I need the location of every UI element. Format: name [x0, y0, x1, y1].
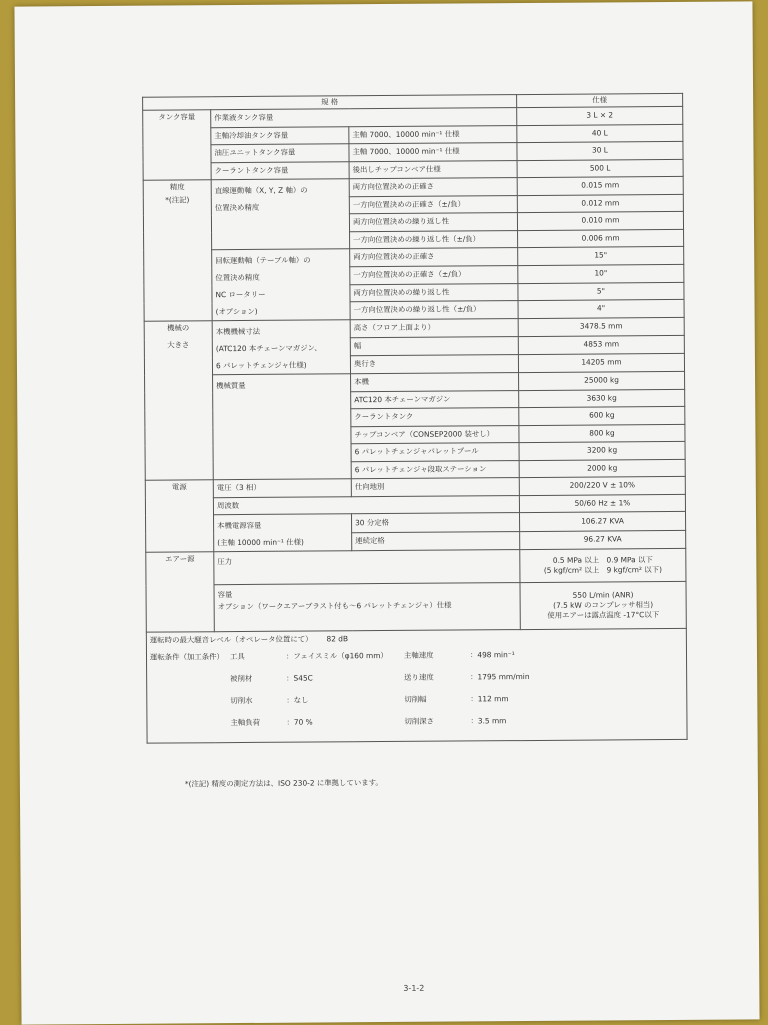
table-row: 両方向位置決めの繰り返し性 5" — [144, 282, 684, 304]
capacity-item: 本機電源容量 (主軸 10000 min⁻¹ 仕様) — [214, 514, 352, 552]
mass-item: 機械質量 — [213, 374, 352, 480]
table-row: エアー源 圧力 0.5 MPa 以上 0.9 MPa 以下 (5 kgf/cm² 以上 9 kgf/cm² 以下) — [146, 548, 686, 585]
table-row: 油圧ユニットタンク容量 主軸 7000、10000 min⁻¹ 仕様 30 L — [143, 141, 683, 162]
table-row: タンク容量 作業液タンク容量 3 L × 2 — [143, 106, 683, 127]
table-row: 電源 電圧（3 相） 仕向地別 200/220 V ± 10% — [145, 476, 685, 497]
table-row: 両方向位置決めの繰り返し性 0.010 mm — [143, 211, 683, 232]
paper-sheet — [14, 1, 759, 1024]
noise-section — [146, 628, 687, 743]
noise-value: 82 dB — [326, 634, 349, 644]
noise-line — [150, 633, 683, 645]
conditions-label: 運転条件（加工条件） — [149, 651, 224, 662]
table-row: 機械の 大きさ 本機機械寸法 (ATC120 本チェーンマガジン、 6 パレットチェンジャ仕様) 高さ（フロア上面より） 3478.5 mm — [144, 317, 684, 339]
table-row: 一方向位置決めの繰り返し性（±/負） 0.006 mm — [144, 229, 684, 250]
noise-label: 運転時の最大騒音レベル（オペレータ位置にて） — [149, 634, 313, 645]
header-spec: 規 格 — [143, 95, 517, 111]
table-row: 連続定格 96.27 KVA — [146, 530, 686, 552]
table-row — [146, 581, 686, 632]
linear-axis-item: 直線運動軸（X, Y, Z 軸）の 位置決め精度 — [211, 179, 349, 250]
conditions-grid: 運転条件（加工条件） 工具 ：フェイスミル（φ160 mm） 主軸速度 ：498 min⁻¹ 被削材 ：S45C 送り速度 ：1795 mm/min 切削水 ：なし 切削幅 ：112 mm 主軸負荷 ：70 % 切削深さ ：3.5 mm — [149, 649, 530, 727]
table-row: 6 パレットチェンジャ段取ステーション 2000 kg — [145, 459, 685, 480]
table-row: 幅 4853 mm — [144, 335, 684, 357]
table-row: 奥行き 14205 mm — [144, 353, 684, 375]
table-row: クーラントタンク 600 kg — [145, 406, 685, 427]
table-row: 機械質量 本機 25000 kg — [145, 371, 685, 392]
category-power: 電源 — [145, 480, 214, 552]
page-number: 3-1-2 — [403, 983, 425, 993]
spec-table — [142, 93, 688, 744]
table-row: 一方向位置決めの正確さ（±/負） 10" — [144, 264, 684, 286]
category-accuracy: 精度 *(注記) — [143, 180, 212, 321]
volume-value: 550 L/min (ANR) (7.5 kW のコンプレッサ相当) 使用エアーは露点温度 -17°C以下 — [520, 581, 686, 629]
table-row: 周波数 50/60 Hz ± 1% — [145, 494, 685, 515]
dims-item: 本機機械寸法 (ATC120 本チェーンマガジン、 6 パレットチェンジャ仕様) — [212, 320, 350, 375]
category-air: エアー源 — [146, 552, 215, 632]
volume-item: 容量 オプション（ワークエアーブラスト付も～6 パレットチェンジャ）仕様 — [214, 583, 520, 632]
table-row: 本機電源容量 (主軸 10000 min⁻¹ 仕様) 30 分定格 106.27 KVA — [146, 511, 686, 533]
table-row: クーラントタンク容量 後出しチップコンベア仕様 500 L — [143, 159, 683, 180]
table-row: 回転運動軸（テーブル軸）の 位置決め精度 NC ロータリー (オプション) 両方向位置決めの正確さ 15" — [144, 246, 684, 268]
category-tank: タンク容量 — [143, 110, 211, 180]
pressure-value: 0.5 MPa 以上 0.9 MPa 以下 (5 kgf/cm² 以上 9 kgf/cm² 以下) — [520, 548, 686, 582]
table-row: 一方向位置決めの正確さ（±/負） 0.012 mm — [143, 194, 683, 215]
header-value: 仕様 — [517, 93, 683, 107]
table-row: 精度 *(注記) 直線運動軸（X, Y, Z 軸）の 位置決め精度 両方向位置決めの正確さ 0.015 mm — [143, 176, 683, 197]
category-size: 機械の 大きさ — [144, 321, 213, 480]
rotary-axis-item: 回転運動軸（テーブル軸）の 位置決め精度 NC ロータリー (オプション) — [212, 249, 350, 321]
table-row: ATC120 本チェーンマガジン 3630 kg — [145, 389, 685, 410]
table-row: チップコンベア（CONSEP2000 装せし） 800 kg — [145, 424, 685, 445]
table-row: 一方向位置決めの繰り返し性（±/負） 4" — [144, 300, 684, 322]
footnote: *(注記) 精度の測定方法は、ISO 230-2 に準拠しています。 — [184, 778, 383, 789]
table-row: 6 パレットチェンジャパレットプール 3200 kg — [145, 441, 685, 462]
table-row: 主軸冷却油タンク容量 主軸 7000、10000 min⁻¹ 仕様 40 L — [143, 124, 683, 145]
